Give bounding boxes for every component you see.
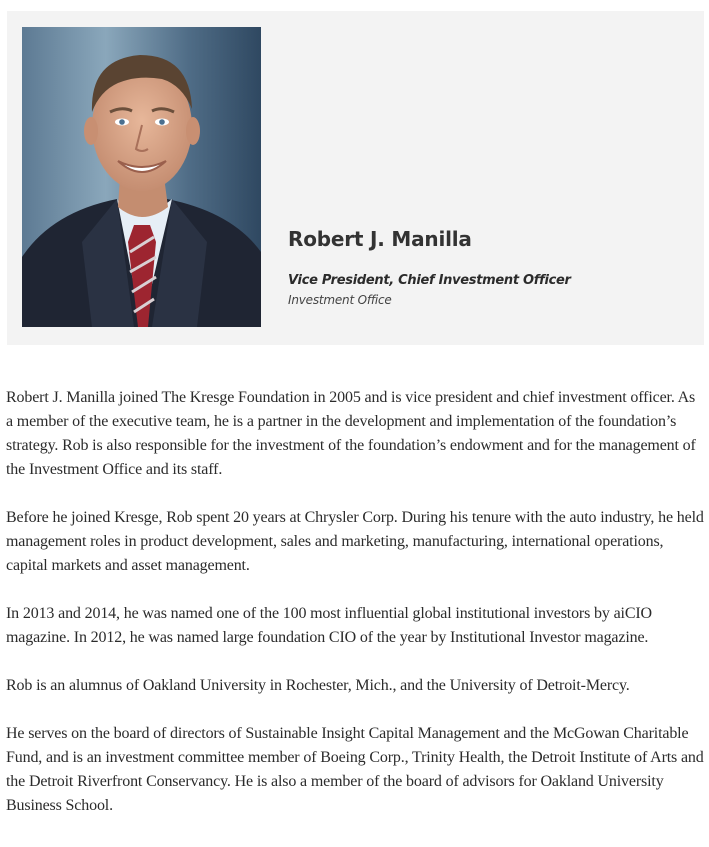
biography [6,386,704,842]
bio-paragraph: Robert J. Manilla joined The Kresge Foundation in 2005 and is vice president and chief investment officer. As a member of the executive team, he is a partner in the development and implementation of the foundation’s strategy. Rob is also responsible for the investment of the foundation’s endowment and for the management of the Investment Office and its staff. [6,389,696,478]
bio-paragraph: Rob is an alumnus of Oakland University in Rochester, Mich., and the University of Detroit-Mercy. [6,677,630,694]
bio-paragraph: He serves on the board of directors of Sustainable Insight Capital Management and the McGowan Charitable Fund, and is an investment committee member of Boeing Corp., Trinity Health, the Detroit Institute of Arts and the Detroit Riverfront Conservancy. He is also a member of the board of advisors for Oakland University Business School. [6,725,704,814]
portrait-photo-icon [22,27,261,327]
profile-name: Robert J. Manilla [288,227,472,251]
bio-paragraph: Before he joined Kresge, Rob spent 20 years at Chrysler Corp. During his tenure with the auto industry, he held management roles in product development, sales and marketing, manufacturing, international operations, capital markets and asset management. [6,509,704,574]
profile-department: Investment Office [288,293,392,307]
bio-paragraph: In 2013 and 2014, he was named one of the 100 most influential global institutional investors by aiCIO magazine. In 2012, he was named large foundation CIO of the year by Institutional Investor magazine. [6,605,652,646]
profile-card [7,11,704,345]
profile-title: Vice President, Chief Investment Officer [288,273,571,288]
portrait-photo [22,27,261,327]
